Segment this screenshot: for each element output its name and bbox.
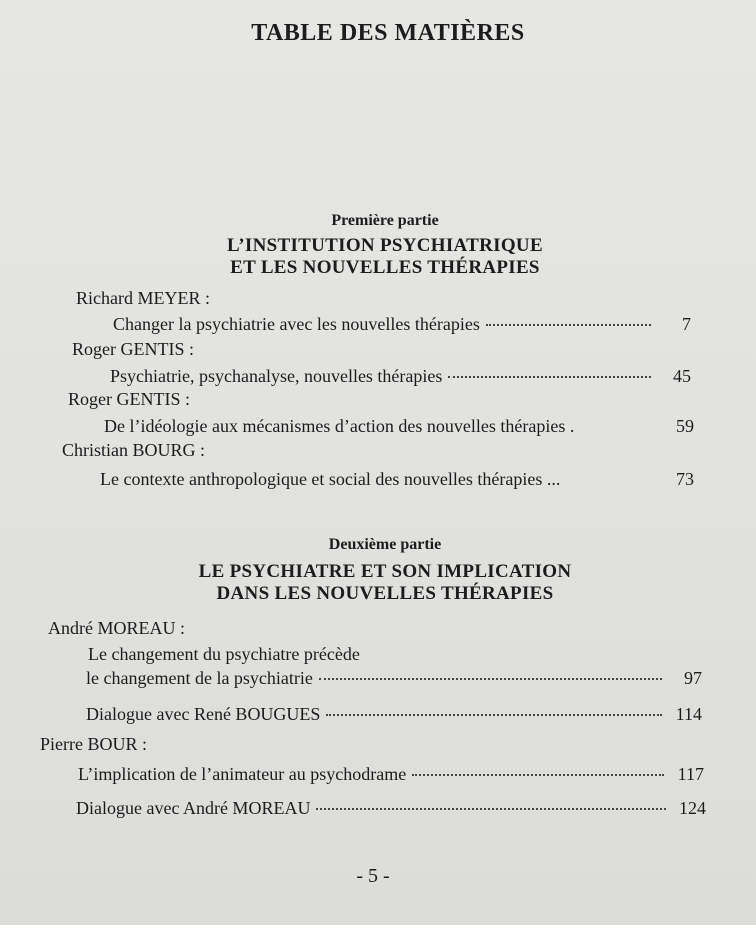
- toc-entry-title: L’implication de l’animateur au psychodrame: [78, 764, 407, 784]
- toc-entry-title: De l’idéologie aux mécanismes d’action des nouvelles thérapies .: [104, 416, 575, 436]
- part2-label: Deuxième partie: [328, 536, 442, 553]
- part1-title-line2: ET LES NOUVELLES THÉRAPIES: [230, 257, 540, 278]
- toc-entry: [78, 762, 704, 786]
- toc-entry: [76, 796, 706, 820]
- toc-entry: [113, 312, 691, 336]
- toc-entry-page: 45: [673, 366, 691, 386]
- toc-author: Richard MEYER :: [76, 288, 210, 308]
- toc-entry-title-line1: Le changement du psychiatre précède: [88, 644, 360, 664]
- page-number: - 5 -: [356, 865, 390, 887]
- toc-entry-title: le changement de la psychiatrie: [86, 668, 313, 688]
- dot-leader: [319, 678, 662, 680]
- toc-entry-page: 73: [676, 469, 694, 489]
- part2-title-line1: LE PSYCHIATRE ET SON IMPLICATION: [198, 561, 572, 582]
- dot-leader: [326, 714, 662, 716]
- dot-leader: [316, 808, 666, 810]
- part1-title-line1: L’INSTITUTION PSYCHIATRIQUE: [227, 235, 543, 256]
- toc-entry-page: 7: [682, 314, 691, 334]
- toc-entry-page: 117: [677, 764, 704, 784]
- toc-entry: [110, 364, 691, 388]
- toc-entry-page: 59: [676, 416, 694, 436]
- toc-author: Roger GENTIS :: [68, 389, 190, 409]
- dot-leader: [412, 774, 664, 776]
- dot-leader: [486, 324, 651, 326]
- toc-entry-page: 124: [679, 798, 706, 818]
- toc-entry: [86, 702, 702, 726]
- part1-label: Première partie: [331, 212, 439, 229]
- toc-author: Pierre BOUR :: [40, 734, 147, 754]
- part2-title-line2: DANS LES NOUVELLES THÉRAPIES: [216, 583, 554, 604]
- page-title: TABLE DES MATIÈRES: [251, 20, 525, 46]
- toc-entry-title: Dialogue avec René BOUGUES: [86, 704, 321, 724]
- toc-entry-title: Dialogue avec André MOREAU: [76, 798, 311, 818]
- toc-entry-title: Changer la psychiatrie avec les nouvelles thérapies: [113, 314, 480, 334]
- toc-author: André MOREAU :: [48, 618, 185, 638]
- dot-leader: [448, 376, 651, 378]
- toc-entry: [100, 467, 694, 491]
- toc-entry-title: Le contexte anthropologique et social des nouvelles thérapies ...: [100, 469, 561, 489]
- toc-entry-page: 97: [684, 668, 702, 688]
- toc-entry: [104, 414, 694, 438]
- toc-author: Christian BOURG :: [62, 440, 206, 460]
- toc-entry: [86, 666, 702, 690]
- toc-entry-title: Psychiatrie, psychanalyse, nouvelles thérapies: [110, 366, 443, 386]
- toc-author: Roger GENTIS :: [72, 339, 194, 359]
- toc-entry-page: 114: [675, 704, 702, 724]
